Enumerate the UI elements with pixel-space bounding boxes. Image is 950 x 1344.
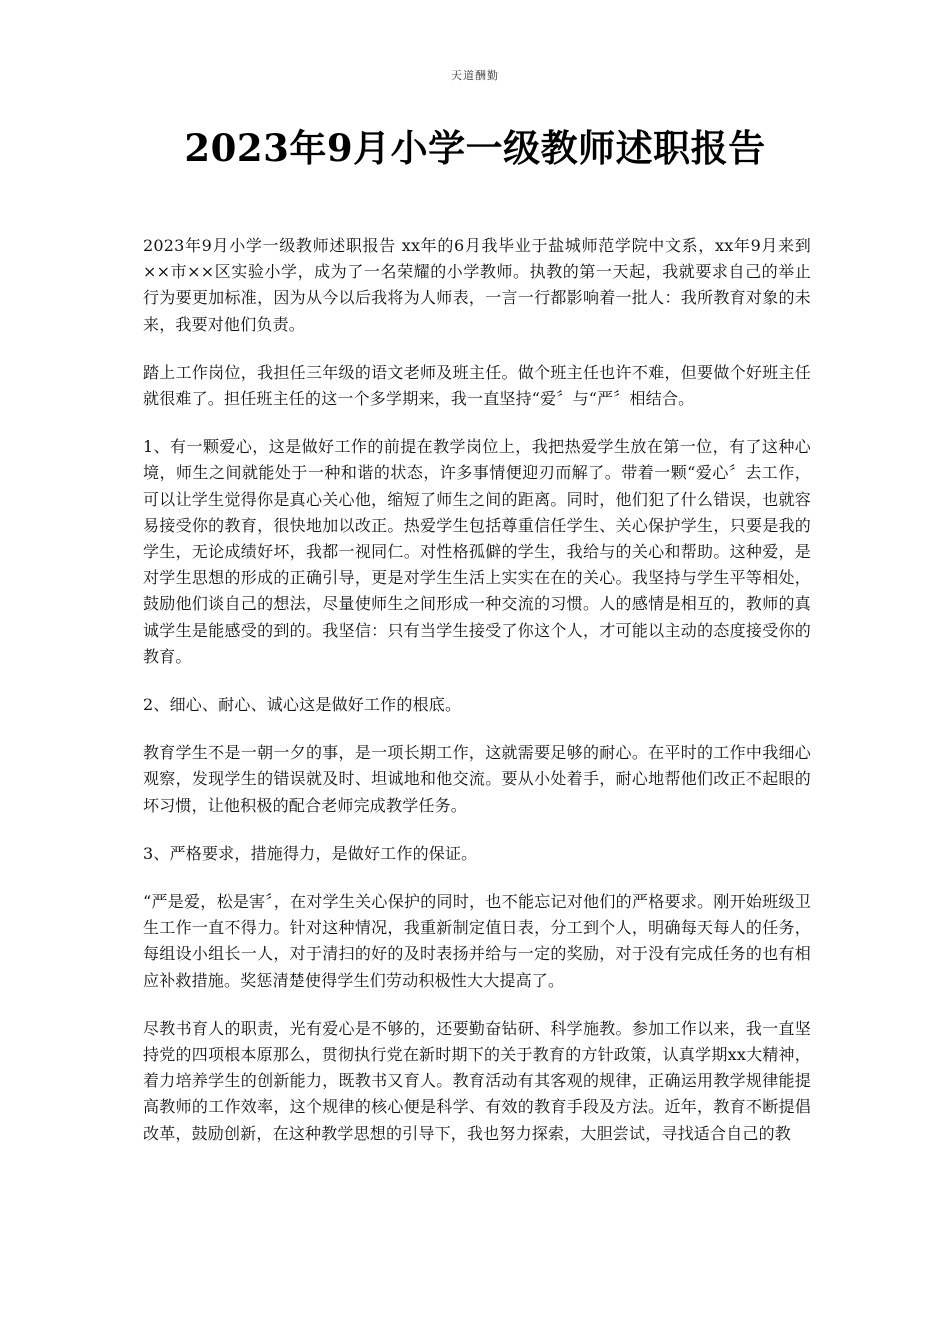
paragraph: 2023年9月小学一级教师述职报告 xx年的6月我毕业于盐城师范学院中文系，xx年9月来到××市××区实验小学，成为了一名荣耀的小学教师。执教的第一天起，我就要求自己的举止行为要更加标准，因为从今以后我将为人师表，一言一行都影响着一批人：我所教育对象的未来，我要对他们负责。: [143, 236, 811, 334]
section-heading: 2、细心、耐心、诚心这是做好工作的根底。: [143, 695, 462, 715]
paragraph: 1、有一颗爱心，这是做好工作的前提在教学岗位上，我把热爱学生放在第一位，有了这种心境，师生之间就能处于一种和谐的状态，许多事情便迎刃而解了。带着一颗“爱心〞去工作，可以让学生觉得你是真心关心他，缩短了师生之间的距离。同时，他们犯了什么错误，也就容易接受你的教育，很快地加以改正。热爱学生包括尊重信任学生、关心保护学生，只要是我的学生，无论成绩好坏，我都一视同仁。对性格孤僻的学生，我给与的关心和帮助。这种爱，是对学生思想的形成的正确引导，更是对学生生活上实实在在的关心。我坚持与学生平等相处，鼓励他们谈自己的想法，尽量使师生之间形成一种交流的习惯。人的感情是相互的，教师的真诚学生是能感受的到的。我坚信：只有当学生接受了你这个人，才可能以主动的态度接受你的教育。: [143, 437, 811, 666]
page-header: 天道酬勤: [451, 69, 499, 82]
section-heading: 3、严格要求，措施得力，是做好工作的保证。: [143, 843, 478, 863]
paragraph: 教育学生不是一朝一夕的事，是一项长期工作，这就需要足够的耐心。在平时的工作中我细心观察，发现学生的错误就及时、坦诚地和他交流。要从小处着手，耐心地帮他们改正不起眼的坏习惯，让他积极的配合老师完成教学任务。: [143, 743, 811, 815]
document-title: 2023年9月小学一级教师述职报告: [184, 126, 766, 170]
paragraph: “严是爱，松是害〞，在对学生关心保护的同时，也不能忘记对他们的严格要求。刚开始班级卫生工作一直不得力。针对这种情况，我重新制定值日表，分工到个人，明确每天每人的任务，每组设小组长一人，对于清扫的好的及时表扬并给与一定的奖励，对于没有完成任务的也有相应补救措施。奖惩清楚使得学生们劳动积极性大大提高了。: [143, 892, 811, 990]
paragraph: 踏上工作岗位，我担任三年级的语文老师及班主任。做个班主任也许不难，但要做个好班主任就很难了。担任班主任的这一个多学期来，我一直坚持“爱〞与“严〞相结合。: [143, 362, 811, 409]
paragraph: 尽教书育人的职责，光有爱心是不够的，还要勤奋钻研、科学施教。参加工作以来，我一直坚持党的四项根本原那么，贯彻执行党在新时期下的关于教育的方针政策，认真学期xx大精神，着力培养学生的创新能力，既教书又育人。教育活动有其客观的规律，正确运用教学规律能提高教师的工作效率，这个规律的核心便是科学、有效的教育手段及方法。近年，教育不断提倡改革，鼓励创新，在这种教学思想的引导下，我也努力探索，大胆尝试，寻找适合自己的教: [143, 1018, 811, 1143]
document-body: [143, 233, 811, 1169]
